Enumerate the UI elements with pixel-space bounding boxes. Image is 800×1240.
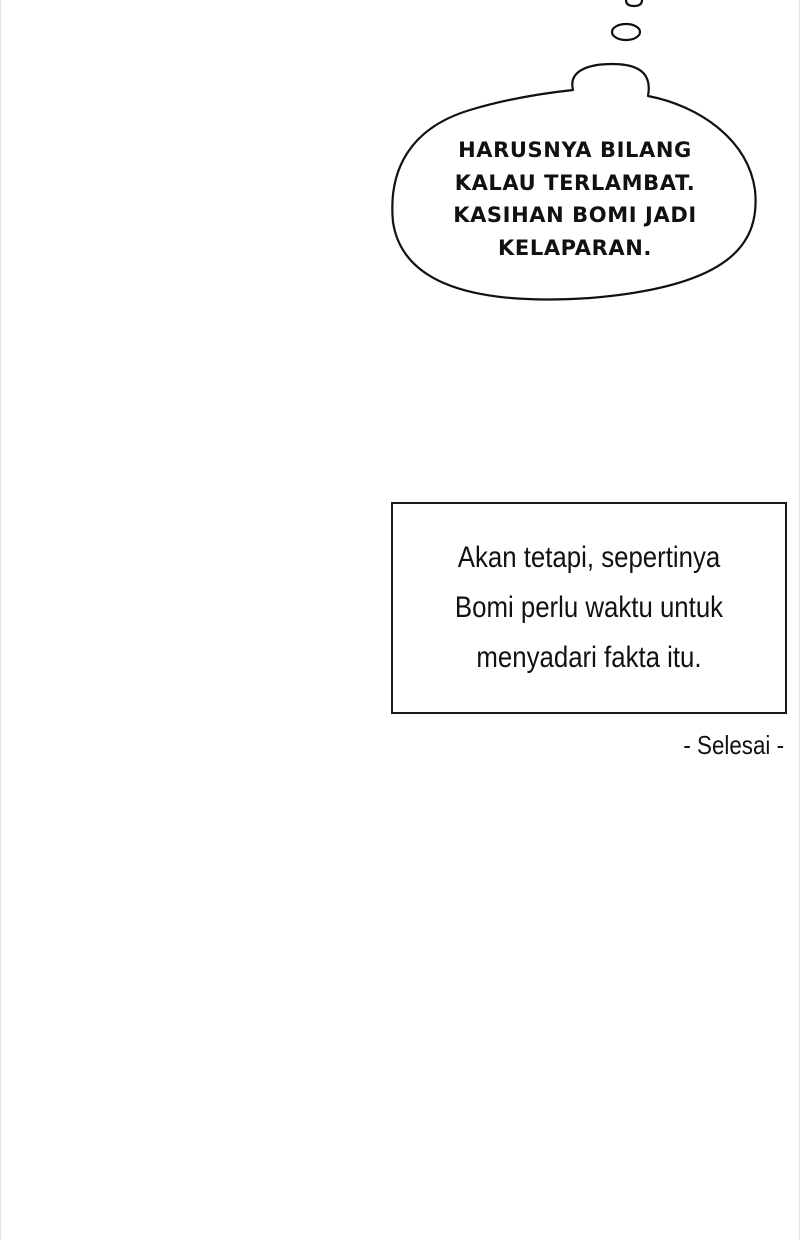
narration-line: Akan tetapi, sepertinya [457,541,721,574]
thought-trail-dot-top [626,0,642,6]
narration-line: Bomi perlu waktu untuk [454,591,724,624]
narration-box [391,502,787,714]
thought-bubble-text [420,134,730,264]
thought-trail-dot [612,24,640,40]
end-label: - Selesai - [683,730,784,760]
narration-line: menyadari fakta itu. [476,641,702,674]
thought-line: KELAPARAN. [498,235,652,260]
thought-line: KASIHAN BOMI JADI [453,203,697,227]
thought-line: KALAU TERLAMBAT. [454,170,696,195]
thought-line: HARUSNYA BILANG [458,138,692,162]
narration-text [434,533,744,683]
